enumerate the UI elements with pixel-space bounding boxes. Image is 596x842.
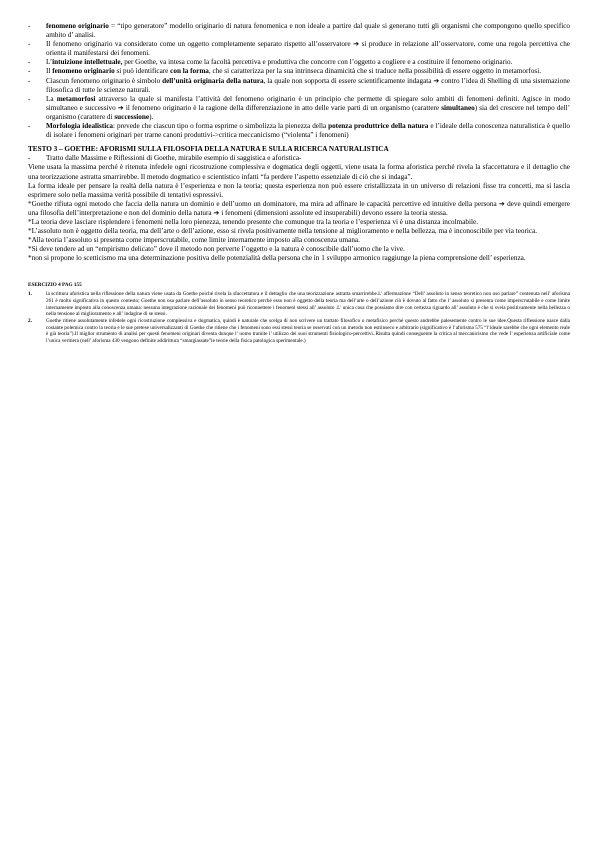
bullet-item (28, 40, 570, 58)
bullet-marker: - (28, 40, 31, 49)
bullet-item (28, 122, 570, 140)
bullet-text (46, 22, 570, 40)
paragraph: *Goethe rifiuta ogni metodo che faccia della natura un dominio e dell’uomo un dominatore, ma mira ad affinare le capacità percettive ed intuitive della persona ➔ deve quindi emergere una filosofia dell’interpretazione e non del dominio della natura ➔ i fenomeni (dimensioni assolute ed insuperabili) devono essere la teoria stessa. (28, 199, 570, 217)
bullet-marker: - (28, 94, 31, 103)
bullet-marker: - (28, 122, 31, 131)
bullet-marker: - (28, 58, 31, 67)
bullet-text (46, 122, 570, 140)
text-run: ). (149, 112, 154, 121)
bold-term: potenza produttrice della natura (328, 122, 429, 131)
exercise-number: 2. (28, 317, 32, 324)
paragraph: *non si propone lo scetticismo ma una determinazione positiva delle potenzialità della persona che in 1 sviluppo armonico raggiunge la piena comprensione dell’ esperienza. (28, 254, 526, 263)
section-heading: TESTO 3 – GOETHE: AFORISMI SULLA FILOSOFIA DELLA NATURA E SULLA RICERCA NATURALISTICA (28, 145, 389, 154)
text-run: : prevede che ciascun tipo o forma esprime o simbolizza la pienezza della (113, 122, 329, 131)
text-run: attraverso la quale si manifesta l’attività del fenomeno originario è un principio che permette di spiegare solo ambiti di fenomeni definiti. Agisce in modo simultaneo e successivo ➔ il fenomeno originario è la ragione della differenziazione in atto delle varie parti di un organismo (carattere (46, 94, 570, 112)
exercise-block (28, 282, 570, 344)
exercise-text: la scrittura aforistica nella riflessione della natura viene usata da Goethe poiché rivela la sfaccettatura e il dettaglio che una teorizzazione astratta smarrirebbe.L’ affermazione “Dell’ assoluto in senso teoretico non oso parlare” contenuta nell’ aforisma 261 è molto significativa in questo contesto; Goethe non osa parlare dell’assoluto in senso teoretico perché esso non è oggetto della teoria ma dell’arte o dell’azione ciò è dovuto al fatto che l’ assoluto si presenta come imperscrutabile e come limite internamente imposto alla conoscenza umana: nessuna integrazione razionale dei fenomeni può riconnettere i fenomeni stessi all’ assoluto .L’ unica cosa che possiamo dire con certezza riguardo all’ assoluto è che si svela positivamente nella bellezza o nella tensione al miglioramento e all’ indagine di se stessi. (46, 291, 570, 318)
bullet-item (28, 67, 570, 76)
bullet-text (46, 95, 570, 122)
paragraph: Viene usata la massima perché è ritenuta infedele ogni ricostruzione complessiva e dogmatica degli oggetti, viene usata la forma aforistica perché rivela la sfaccettatura e il dettaglio che una teorizzazione astratta smarrirebbe. Il metodo dogmatico e scientistico infatti “fa perdere l’aspetto essenziale di ciò che si indaga”. (28, 163, 570, 181)
bullet-marker: - (28, 154, 31, 163)
text-run: Il (46, 67, 53, 76)
text-run: Ciascun fenomeno originario è simbolo (46, 76, 163, 85)
text-run: per Goethe, va intesa come la facoltà percettiva e produttiva che concorre con l’oggetto a cogliere e a costituire il fenomeno originario. (122, 58, 513, 67)
bold-term: intuizione intellettuale, (52, 58, 123, 67)
exercise-item (28, 318, 570, 345)
document-page (28, 22, 570, 345)
bullet-item (28, 22, 570, 40)
exercise-text: Goethe ritiene assolutamente infedele ogni ricostruzione complessiva e dogmatica, quindi è naturale che scelga di non scrivere un trattato filosofico o metafisico perché questo andrebbe palesemente contro le sue idee.Questa riflessione nasce dalla costante polemica contro la teoria e le sue pretese universalizzanti di Goethe che ritiene che i fenomeni sono essi stessi teoria se osservati con un metodo non estrinseco e arbitrario (significativo è l’aforisma 575 “l’ideale sarebbe che ogni elemento reale è già teoria”).Il miglior strumento di analisi per questi fenomeni originari diventa dunque l’ uomo tramite l’ utilizzo dei suoi strumenti fisiologico-percettivi..Risulta quindi conseguente la critica al meccanicismo che vede l’ esperienza artificiale come l’unica veritiera (nell’ aforisma 430 vengono definite addirittura “smargiassate”le teorie della fisica patologica sperimentale.) (46, 317, 570, 345)
exercise-list (28, 291, 570, 345)
bullet-marker: - (28, 76, 31, 85)
bullet-text (46, 58, 570, 67)
section-body (28, 163, 570, 263)
bullet-text (46, 67, 570, 76)
bullet-text (46, 77, 570, 95)
subtitle-text: Tratto dalle Massime e Riflessioni di Goethe, mirabile esempio di saggistica e aforistica- (46, 154, 302, 163)
bold-term: Morfologia idealistica (46, 122, 114, 131)
bullet-marker: - (28, 22, 31, 30)
bold-term: dell’unità originaria della natura (162, 76, 264, 85)
text-run: , la quale non sopporta di essere scientificamente indagata ➔ contro l’idea di Shelling di una sistemazione filosofica di tutte le scienze naturali. (46, 76, 571, 94)
paragraph: *L’assoluto non è oggetto della teoria, ma dell’arte o dell’azione, esso si rivela positivamente nella tensione al miglioramento e nella bellezza, ma è inconoscibile per via teorica. (28, 227, 538, 236)
bold-term: fenomeno originario (52, 67, 115, 76)
bullet-list (28, 22, 570, 140)
bullet-text (46, 40, 570, 58)
bold-term: con la forma (170, 67, 209, 76)
bullet-item (28, 58, 570, 67)
bullet-item (28, 95, 570, 122)
paragraph: *Alla teoria l’assoluto si presenta come imperscrutabile, come limite internamente imposto alla conoscenza umana. (28, 236, 360, 245)
bold-term: fenomeno originario (46, 22, 109, 30)
paragraph: *La teoria deve lasciare risplendere i fenomeni nella loro pienezza, tenendo presente che comunque tra la teoria e l’esperienza vi è una distanza incolmabile. (28, 217, 479, 226)
text-run: = “tipo generatore” modello originario di natura fenomenica e non ideale a partire dal quale si generano tutti gli organismi che compongono quello specifico ambito d’ analisi. (46, 22, 570, 40)
paragraph: *Si deve tendere ad un “empirismo delicato” dove il metodo non perverte l’oggetto e la natura è conoscibile dall’uomo che la vive. (28, 245, 405, 254)
exercise-title: ESERCIZIO 4 PAG 155 (28, 282, 82, 289)
exercise-item (28, 291, 570, 318)
text-run: si può identificare (114, 67, 171, 76)
section-subtitle (28, 154, 570, 163)
bold-term: simultaneo (441, 103, 475, 112)
text-run: e l’ideale della conoscenza naturalistica è quello di isolare i fenomeni originari per trarne canoni produttivi->critica meccanicismo (“violenta” i fenomeni) (46, 122, 571, 140)
text-run: L’ (46, 58, 53, 67)
text-run: ) sia del crescere nel tempo dell’ organismo (carattere di (46, 103, 570, 121)
bold-term: successione (114, 112, 150, 121)
bullet-marker: - (28, 67, 31, 76)
text-run: , che si caratterizza per la sua intrinseca dinamicità che si traduce nella possibilità di essere oggetto in metamorfosi. (208, 67, 542, 76)
bold-term: metamorfosi (56, 94, 96, 103)
bullet-item (28, 77, 570, 95)
text-run: La (46, 94, 57, 103)
paragraph: La forma ideale per pensare la realtà della natura è l’esperienza e non la teoria; questa esperienza non può essere cristallizzata in un universo di relazioni fisse tra concetti, ma si lascia esprimere solo nella massima verità possibile di tentativi espressivi. (28, 181, 570, 199)
text-run: Il fenomeno originario va considerato come un oggetto completamente separato rispetto all’osservatore ➔ si produce in relazione all’osservatore, come una regola percettiva che orienta il manifestarsi dei fenomeni. (46, 40, 570, 58)
exercise-number: 1. (28, 291, 32, 298)
